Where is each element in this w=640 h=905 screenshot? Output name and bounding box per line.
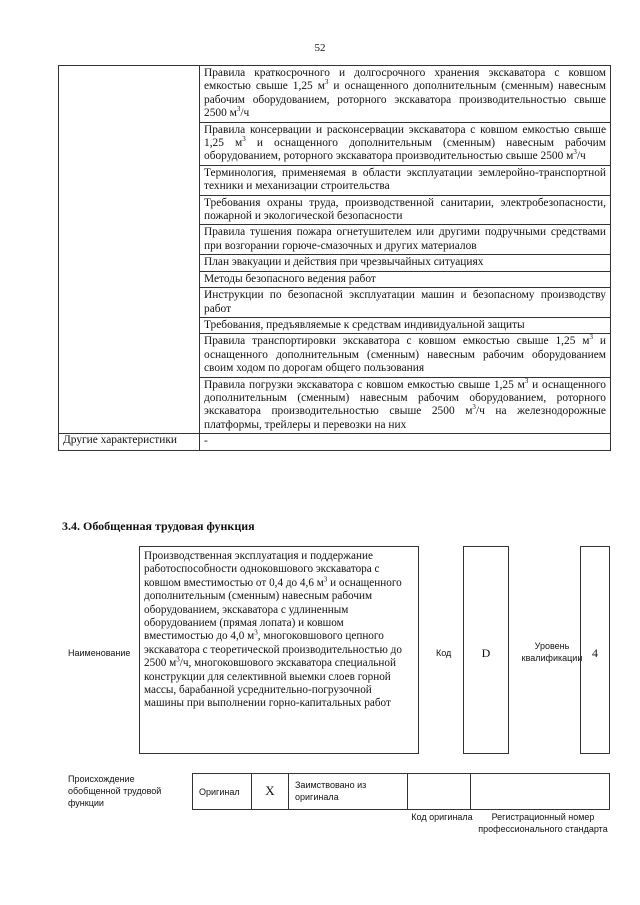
- origin-table: [192, 773, 610, 810]
- requirement-cell: Правила тушения пожара огнетушителем или другими подручными средствами при возгорании горюче-смазочных и других материалов: [200, 225, 611, 255]
- other-characteristics-value: -: [200, 434, 611, 450]
- superscript: 3: [524, 376, 529, 385]
- requirement-cell: Правила транспортировки экскаватора с ковшом емкостью свыше 1,25 $м^3$ и оснащенного дополнительным (сменным) навесным рабочим оборудованием своим ходом по дорогам общего пользования: [200, 334, 611, 377]
- requirements-table: [58, 65, 611, 451]
- original-mark: X: [265, 783, 275, 798]
- borrowed-cell: [288, 773, 408, 810]
- code-label: Код: [436, 648, 452, 658]
- original-code-caption: Код оригинала: [411, 812, 473, 822]
- superscript: 3: [254, 628, 258, 637]
- superscript: 3: [176, 655, 180, 664]
- page-number: 52: [314, 42, 326, 54]
- requirement-cell: Правила краткосрочного и долгосрочного хранения экскаватора с ковшом емкостью свыше 1,25 $м^3$ и оснащенного дополнительным (сменным) навесным рабочим оборудованием, роторного экскаватора производительностью свыше 2500 $м^3/ч$: [200, 66, 611, 123]
- requirement-cell: Правила консервации и расконсервации экскаватора с ковшом емкостью свыше 1,25 $м^3$ и оснащенного дополнительным (сменным) навесным рабочим оборудованием, роторного экскаватора производительностью свыше 2500 $м^3/ч$: [200, 122, 611, 165]
- function-name-box: [139, 546, 419, 754]
- other-characteristics-label: Другие характеристики: [59, 434, 200, 450]
- requirement-cell: Правила погрузки экскаватора с ковшом емкостью свыше 1,25 $м^3$ и оснащенного дополнительным (сменным) навесным рабочим оборудованием, роторного экскаватора производительностью свыше 2500 $м^3/ч$ на железнодорожные платформы, трейлеры и перевозки на них: [200, 377, 611, 434]
- generalized-function-block: [58, 546, 611, 756]
- original-mark-cell: [251, 773, 289, 810]
- requirement-cell: План эвакуации и действия при чрезвычайных ситуациях: [200, 255, 611, 271]
- origin-label: Происхождение обобщенной трудовой функции: [68, 774, 162, 808]
- function-name-text: Производственная эксплуатация и поддержание работоспособности одноковшового экскаватора с ковшом вместимостью от 0,4 до 4,6 $м^3$ и оснащенного дополнительным (сменным) навесным рабочим оборудованием, экскаватора с удлиненным оборудованием (прямая лопата) и ковшом вместимостью до 4,0 $м^3$, многоковшового цепного экскаватора с теоретической производительностью до 2500 $м^3/ч$, многоковшового экскаватора специальной конструкции для селективной выемки слоев горной массы, барабанной усреднительно-погрузочной машины при выполнении горно-капитальных работ: [144, 550, 402, 710]
- table-row: [59, 66, 611, 123]
- superscript: 3: [242, 135, 246, 144]
- table-row: [59, 434, 611, 450]
- qualification-level-box: [580, 546, 610, 754]
- registration-number-cell: [470, 773, 610, 810]
- superscript: 3: [573, 148, 577, 157]
- name-label: Наименование: [68, 648, 131, 658]
- original-label: Оригинал: [199, 787, 240, 797]
- code-box: [463, 546, 509, 754]
- superscript: 3: [589, 333, 593, 342]
- requirement-cell: Инструкции по безопасной эксплуатации машин и безопасному производству работ: [200, 288, 611, 318]
- original-cell: [192, 773, 252, 810]
- original-code-cell: [407, 773, 471, 810]
- qualification-level-label: Уровень квалификации: [521, 641, 583, 663]
- section-title: 3.4. Обобщенная трудовая функция: [62, 519, 255, 533]
- requirement-cell: Требования, предъявляемые к средствам индивидуальной защиты: [200, 317, 611, 333]
- superscript: 3: [324, 78, 329, 87]
- qualification-level-value: 4: [592, 646, 598, 660]
- requirement-cell: Терминология, применяемая в области эксплуатации землеройно-транспортной техники и механизации строительства: [200, 165, 611, 195]
- requirement-cell: Требования охраны труда, производственной санитарии, электробезопасности, пожарной и экологической безопасности: [200, 195, 611, 225]
- superscript: 3: [472, 403, 476, 412]
- code-value: D: [481, 646, 491, 660]
- row-label-cell: [59, 66, 200, 434]
- registration-number-caption: Регистрационный номер профессионального стандарта: [478, 812, 608, 834]
- borrowed-label: Заимствовано из оригинала: [295, 780, 367, 802]
- superscript: 3: [236, 105, 241, 114]
- superscript: 3: [323, 575, 328, 584]
- requirement-cell: Методы безопасного ведения работ: [200, 271, 611, 287]
